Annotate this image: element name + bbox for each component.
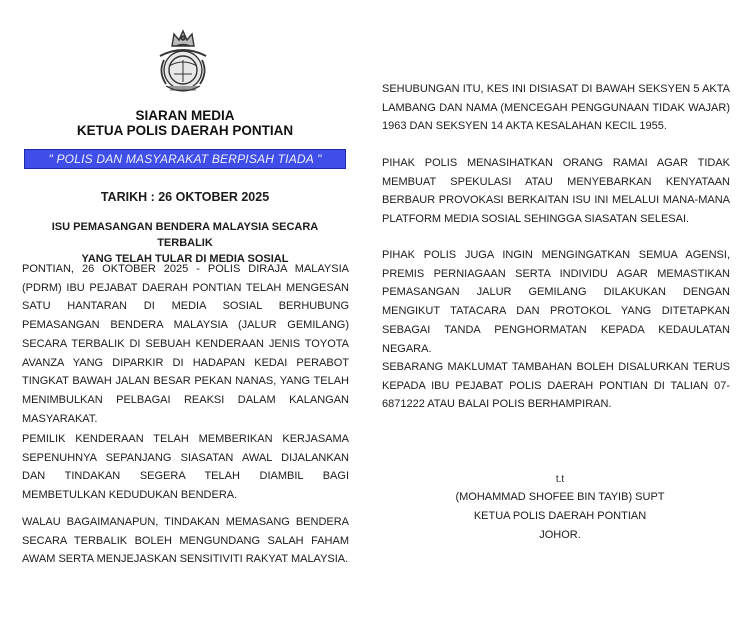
paragraph-right-3: PIHAK POLIS JUGA INGIN MENGINGATKAN SEMUA AGENSI, PREMIS PERNIAGAAN SERTA INDIVIDU AGAR MEMASTIKAN PEMASANGAN JALUR GEMILANG DILAKUKAN DENGAN MENGIKUT TATACARA DAN PROTOKOL YANG DITETAPKAN SEBAGAI TANDA PENGHORMATAN KEPADA KEDAULATAN NEGARA. [382, 249, 730, 355]
signature-state: JOHOR. [539, 529, 581, 541]
subject-line-2: YANG TELAH TULAR DI MEDIA SOSIAL [81, 253, 289, 265]
paragraph-left-1: PONTIAN, 26 OKTOBER 2025 - POLIS DIRAJA MALAYSIA (PDRM) IBU PEJABAT DAERAH PONTIAN TELAH MENGESAN SATU HANTARAN DI MEDIA SOSIAL BERHUBUNG PEMASANGAN BENDERA MALAYSIA (JALUR GEMILANG) SECARA TERBALIK DI SEBUAH KENDERAAN JENIS TOYOTA AVANZA YANG DIPARKIR DI HADAPAN KEDAI PERABOT TINGKAT BAWAH JALAN BESAR PEKAN NANAS, YANG TELAH MENIMBULKAN PELBAGAI REAKSI DALAM KALANGAN MASYARAKAT. [22, 263, 349, 425]
motto-banner: " POLIS DAN MASYARAKAT BERPISAH TIADA " [24, 149, 346, 169]
signature-name: (MOHAMMAD SHOFEE BIN TAYIB) SUPT [455, 491, 665, 503]
paragraph-left-2: PEMILIK KENDERAAN TELAH MEMBERIKAN KERJASAMA SEPENUHNYA SEPANJANG SIASATAN AWAL DIJALANKAN DAN TINDAKAN SEGERA TELAH DIAMBIL BAGI MEMBETULKAN KEDUDUKAN BENDERA. [22, 433, 349, 502]
signature-position: KETUA POLIS DAERAH PONTIAN [473, 510, 647, 522]
page-title: SIARAN MEDIA [135, 108, 235, 123]
paragraph-right-2: PIHAK POLIS MENASIHATKAN ORANG RAMAI AGAR TIDAK MEMBUAT SPEKULASI ATAU MENYEBARKAN KENYATAAN BERBAUR PROVOKASI BERKAITAN ISU INI MELALUI MANA-MANA PLATFORM MEDIA SOSIAL SEHINGGA SIASATAN SELESAI. [382, 157, 730, 226]
pdrm-crest-icon [152, 28, 214, 96]
paragraph-right-4: SEBARANG MAKLUMAT TAMBAHAN BOLEH DISALURKAN TERUS KEPADA IBU PEJABAT POLIS DAERAH PONTIAN DI TALIAN 07-6871222 ATAU BALAI POLIS BERHAMPIRAN. [382, 361, 730, 411]
press-date: TARIKH : 26 OKTOBER 2025 [100, 190, 270, 204]
subject-line-1: ISU PEMASANGAN BENDERA MALAYSIA SECARA TERBALIK [51, 221, 319, 249]
page-subtitle: KETUA POLIS DAERAH PONTIAN [76, 123, 294, 138]
paragraph-left-3: WALAU BAGAIMANAPUN, TINDAKAN MEMASANG BENDERA SECARA TERBALIK BOLEH MENGUNDANG SALAH FAHAM AWAM SERTA MENJEJASKAN SENSITIVITI RAKYAT MALAYSIA. [22, 516, 349, 566]
paragraph-right-1: SEHUBUNGAN ITU, KES INI DISIASAT DI BAWAH SEKSYEN 5 AKTA LAMBANG DAN NAMA (MENCEGAH PENGGUNAAN TIDAK WAJAR) 1963 DAN SEKSYEN 14 AKTA KESALAHAN KECIL 1955. [382, 83, 730, 133]
signature-mark: t.t [555, 474, 565, 485]
